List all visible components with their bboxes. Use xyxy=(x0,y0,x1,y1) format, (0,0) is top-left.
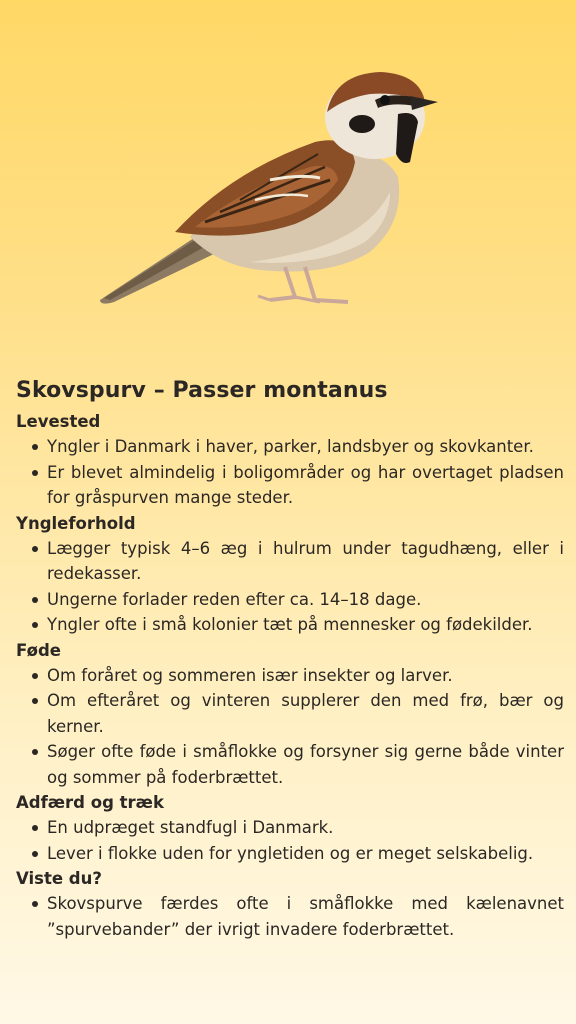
bullet-dot-icon xyxy=(32,851,38,857)
bullet-list xyxy=(16,815,564,866)
list-item-text: Søger ofte føde i småflokke og forsyner sig gerne både vinter og sommer på foderbrættet. xyxy=(47,742,564,787)
section-levested xyxy=(16,409,564,511)
list-item xyxy=(16,739,564,790)
bullet-list xyxy=(16,663,564,791)
bullet-list xyxy=(16,891,564,942)
list-item xyxy=(16,815,564,841)
bullet-dot-icon xyxy=(32,698,38,704)
bullet-list xyxy=(16,536,564,638)
section-føde xyxy=(16,638,564,791)
bullet-list xyxy=(16,434,564,511)
bullet-dot-icon xyxy=(32,546,38,552)
list-item-text: En udpræget standfugl i Danmark. xyxy=(47,818,334,837)
bullet-dot-icon xyxy=(32,825,38,831)
list-item-text: Om foråret og sommeren især insekter og larver. xyxy=(47,665,453,685)
bullet-dot-icon xyxy=(32,901,38,907)
list-item-text: Ungerne forlader reden efter ca. 14–18 dage. xyxy=(47,589,422,609)
bullet-dot-icon xyxy=(32,470,38,476)
list-item xyxy=(16,891,564,942)
list-item xyxy=(16,587,564,613)
list-item-text: Lægger typisk 4–6 æg i hulrum under tagudhæng, eller i redekasser. xyxy=(47,538,564,583)
list-item-text: Er blevet almindelig i boligområder og har overtaget pladsen for gråspurven mange steder. xyxy=(47,462,564,507)
bullet-dot-icon xyxy=(32,673,38,679)
section-heading: Yngleforhold xyxy=(16,513,136,533)
list-item xyxy=(16,612,564,638)
species-factsheet xyxy=(16,378,564,942)
bullet-dot-icon xyxy=(32,622,38,628)
section-heading: Levested xyxy=(16,412,101,431)
list-item xyxy=(16,434,564,460)
list-item xyxy=(16,688,564,739)
list-item-text: Yngler ofte i små kolonier tæt på mennesker og fødekilder. xyxy=(47,615,533,634)
page-title: Skovspurv – Passer montanus xyxy=(16,378,388,403)
list-item-text: Lever i flokke uden for yngletiden og er meget selskabelig. xyxy=(47,843,534,863)
list-item xyxy=(16,663,564,689)
section-adfærd-og-træk xyxy=(16,790,564,866)
bullet-dot-icon xyxy=(32,597,38,603)
section-heading: Viste du? xyxy=(16,869,102,888)
list-item-text: Yngler i Danmark i haver, parker, landsbyer og skovkanter. xyxy=(47,437,534,456)
section-heading: Adfærd og træk xyxy=(16,793,164,812)
bullet-dot-icon xyxy=(32,749,38,755)
list-item xyxy=(16,841,564,867)
section-viste-du xyxy=(16,866,564,942)
sections-container xyxy=(16,409,564,942)
list-item-text: Skovspurve færdes ofte i småflokke med kælenavnet ”spurvebander” der ivrigt invadere foderbrættet. xyxy=(47,894,564,939)
list-item xyxy=(16,460,564,511)
list-item xyxy=(16,536,564,587)
sparrow-illustration xyxy=(80,62,450,322)
section-heading: Føde xyxy=(16,640,61,660)
section-yngleforhold xyxy=(16,511,564,638)
bullet-dot-icon xyxy=(32,444,38,450)
list-item-text: Om efteråret og vinteren supplerer den med frø, bær og kerner. xyxy=(47,691,564,736)
